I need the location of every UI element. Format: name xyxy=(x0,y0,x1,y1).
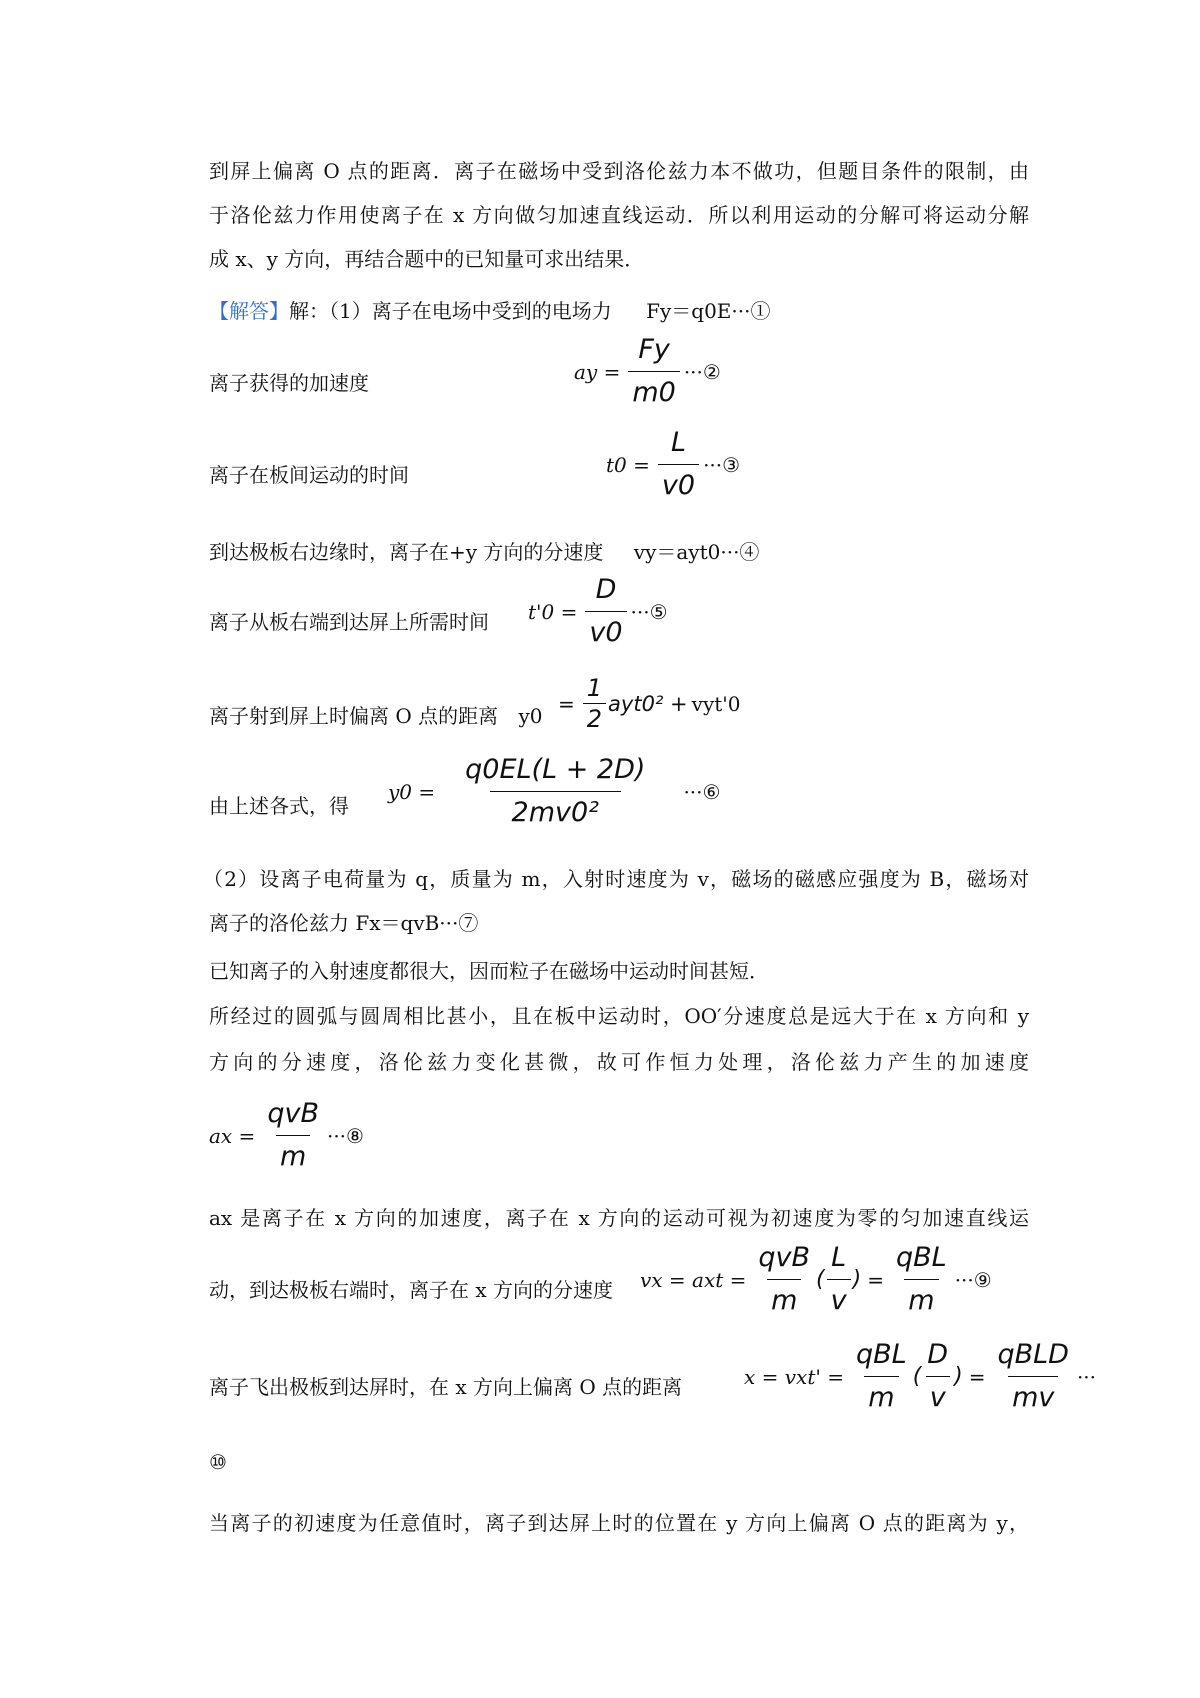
answer-header xyxy=(209,298,1029,324)
paragraph-line: 当离子的初速度为任意值时，离子到达屏上时的位置在 y 方向上偏离 O 点的距离为 y， xyxy=(209,1511,1029,1535)
y0-final-formula: y0 = $\frac{q0EL(L + 2D)}{\text{2mv0²}}$ ···⑥ xyxy=(388,754,721,828)
y0-line: 离子射到屏上时偏离 O 点的距离 y0 xyxy=(209,704,543,728)
acceleration-formula: ay = $\frac{Fy}{m0}$ ···② xyxy=(574,334,721,408)
paragraph-line: 于洛伦兹力作用使离子在 x 方向做匀加速直线运动．所以利用运动的分解可将运动分解 xyxy=(209,203,1029,227)
summary-label: 由上述各式，得 xyxy=(209,794,349,818)
t0-prime-label: 离子从板右端到达屏上所需时间 xyxy=(209,610,489,634)
x-formula: x = vxt' = $\frac{\text{qBL}}{m}$ ( $\frac{D}{v}$ ) = $\frac{\text{qBLD}}{mv}$ ··· xyxy=(744,1339,1097,1413)
vy-line: 到达极板右边缘时，离子在+y 方向的分速度 vy＝ayt0···④ xyxy=(209,540,760,564)
paragraph-line: 所经过的圆弧与圆周相比甚小，且在板中运动时，OO′分速度总是远大于在 x 方向和 y xyxy=(209,1004,1029,1028)
y0-formula: = $\frac{1}{2}$ ayt0² + vyt'0 xyxy=(558,674,741,733)
paragraph-line: 成 x、y 方向，再结合题中的已知量可求出结果． xyxy=(209,247,645,271)
paragraph-line: 方向的分速度，洛伦兹力变化甚微，故可作恒力处理，洛伦兹力产生的加速度 xyxy=(209,1050,1029,1074)
paragraph-line: ax 是离子在 x 方向的加速度，离子在 x 方向的运动可视为初速度为零的匀加速直线运 xyxy=(209,1206,1029,1230)
paragraph-line: 离子的洛伦兹力 Fx＝qvB···⑦ xyxy=(209,911,479,935)
t0-prime-formula: t'0 = $\frac{D}{v0}$ ···⑤ xyxy=(528,574,668,648)
x-label: 离子飞出极板到达屏时，在 x 方向上偏离 O 点的距离 xyxy=(209,1375,683,1399)
answer-lead: 解：（1）离子在电场中受到的电场力 xyxy=(289,299,612,323)
paragraph-line: （2）设离子电荷量为 q，质量为 m，入射时速度为 v，磁场的磁感应强度为 B，磁场对 xyxy=(203,867,1029,891)
electric-force-formula: Fy＝q0E···① xyxy=(646,299,771,323)
acceleration-label: 离子获得的加速度 xyxy=(209,371,369,395)
time-label: 离子在板间运动的时间 xyxy=(209,463,409,487)
ax-formula: ax = $\frac{\text{qvB}}{m}$ ···⑧ xyxy=(209,1098,364,1172)
circled-number: ⑩ xyxy=(209,1450,227,1474)
answer-tag: 【解答】 xyxy=(209,299,289,323)
paragraph-line: 已知离子的入射速度都很大，因而粒子在磁场中运动时间甚短． xyxy=(209,959,769,983)
time-formula: t0 = $\frac{L}{v0}$ ···③ xyxy=(606,427,741,501)
vx-label: 动，到达极板右端时，离子在 x 方向的分速度 xyxy=(209,1278,613,1302)
vx-formula: vx = axt = $\frac{\text{qvB}}{m}$ ( $\frac{L}{v}$ ) = $\frac{\text{qBL}}{m}$ ···⑨ xyxy=(640,1242,992,1316)
paragraph-line: 到屏上偏离 O 点的距离．离子在磁场中受到洛伦兹力本不做功，但题目条件的限制，由 xyxy=(209,159,1029,183)
